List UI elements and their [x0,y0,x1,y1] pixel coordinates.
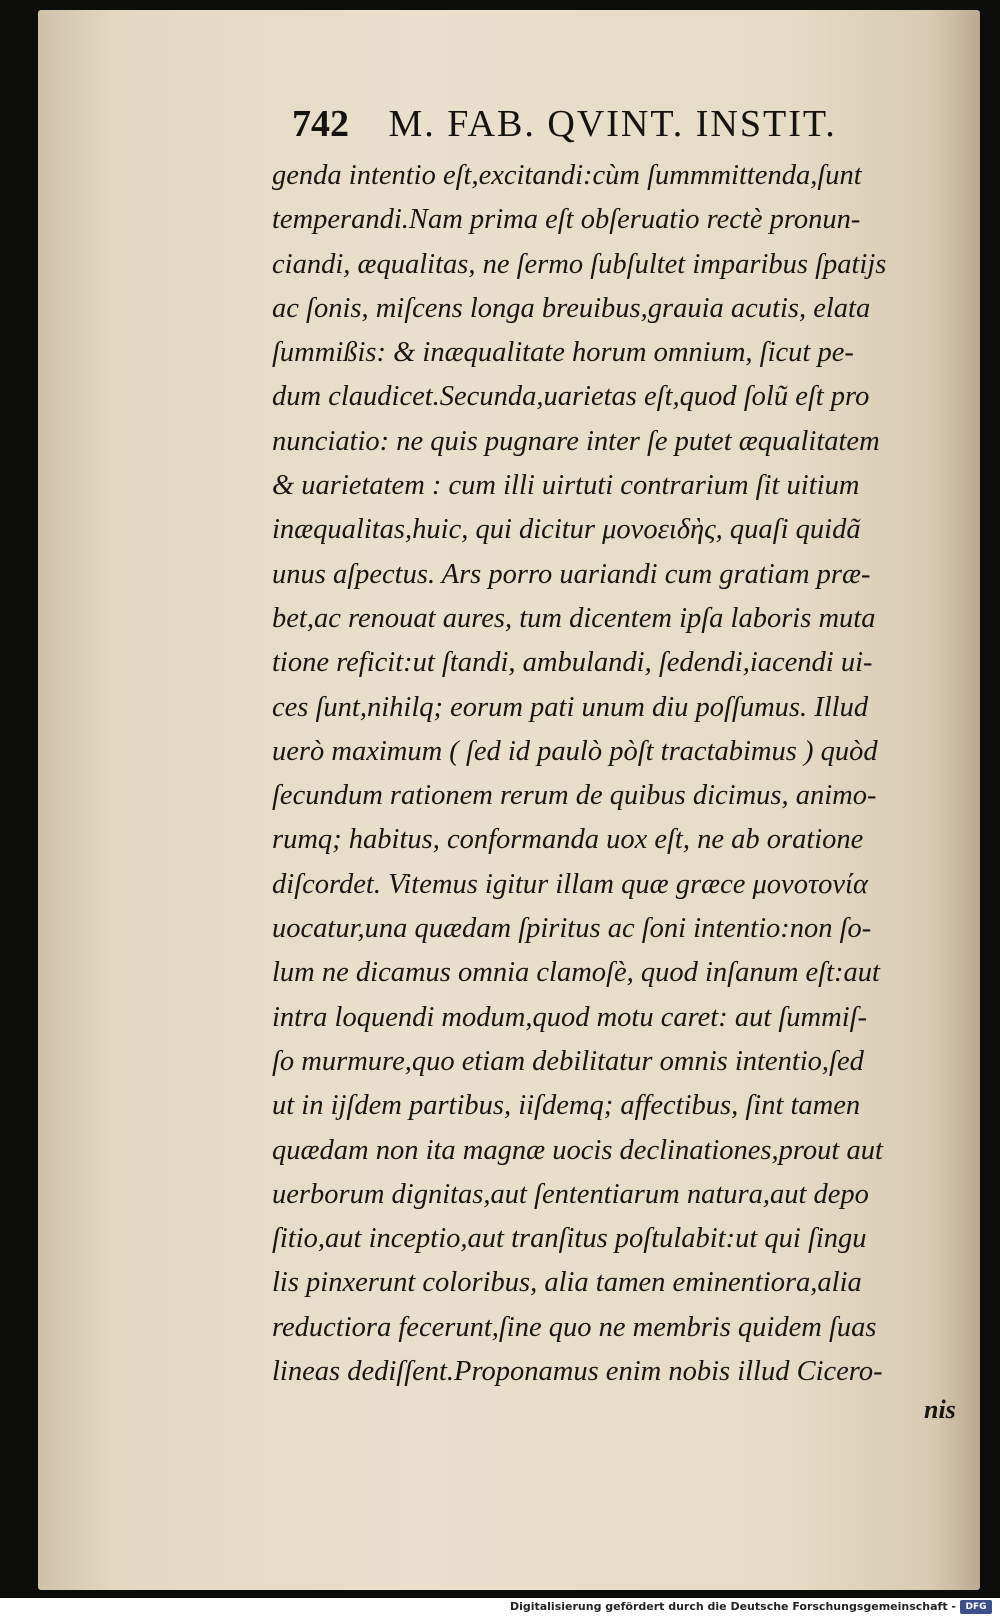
text-line: ſummißis: & inæqualitate horum omnium, ſicut pe- [272,337,854,369]
text-line: tione reficit:ut ſtandi, ambulandi, ſedendi,iacendi ui- [272,647,873,679]
text-line: lum ne dicamus omnia clamoſè, quod inſanum eſt:aut [272,957,880,989]
text-line: ciandi, æqualitas, ne ſermo ſubſultet imparibus ſpatijs [272,248,887,280]
text-line: ces ſunt,nihilq; eorum pati unum diu poſſumus. Illud [272,691,869,723]
text-line: uerò maximum ( ſed id paulò pòſt tractabimus ) quòd [272,735,878,767]
text-line: ac ſonis, miſcens longa breuibus,grauia acutis, elata [272,292,871,324]
text-line: lis pinxerunt coloribus, alia tamen eminentiora,alia [272,1267,862,1299]
footer-bar [0,1598,1000,1618]
text-line: uerborum dignitas,aut ſententiarum natura,aut depo [272,1178,869,1210]
text-line: unus aſpectus. Ars porro uariandi cum gratiam præ- [272,558,871,590]
text-line: bet,ac renouat aures, tum dicentem ipſa laboris muta [272,602,876,634]
text-line: intra loquendi modum,quod motu caret: aut ſummiſ- [272,1001,868,1033]
text-line: ſitio,aut inceptio,aut tranſitus poſtulabit:ut qui ſingu [272,1223,867,1255]
text-line: reductiora fecerunt,ſine quo ne membris quidem ſuas [272,1311,877,1343]
catchword: nis [924,1395,956,1424]
text-line: ſo murmure,quo etiam debilitatur omnis intentio,ſed [272,1045,864,1077]
text-line: & uarietatem : cum illi uirtuti contrarium ſit uitium [272,470,860,502]
text-line: genda intentio eſt,excitandi:cùm ſummmittenda,ſunt [272,160,862,191]
text-line: quædam non ita magnæ uocis declinationes,prout aut [272,1134,883,1166]
text-line: rumq; habitus, conformanda uox eſt, ne ab oratione [272,824,864,856]
text-line: diſcordet. Vitemus igitur illam quæ græce μονοτονία [272,868,868,900]
text-line: ut in ijſdem partibus, iiſdemq; affectibus, ſint tamen [272,1090,861,1122]
text-line: inæqualitas,huic, qui dicitur μονοειδὴς, quaſi quidã [272,514,861,546]
dfg-logo: DFG [960,1600,992,1614]
body-text [272,154,962,1394]
text-line: uocatur,una quædam ſpiritus ac ſoni intentio:non ſo- [272,913,872,945]
running-head [292,102,837,146]
text-line: temperandi.Nam prima eſt obſeruatio rectè pronun- [272,204,861,236]
text-line: dum claudicet.Secunda,uarietas eſt,quod ſolũ eſt pro [272,381,870,413]
running-title: M. FAB. QVINT. INSTIT. [388,103,837,145]
funding-credit: Digitalisierung gefördert durch die Deutsche Forschungsgemeinschaft - [509,1600,956,1613]
text-line: ſecundum rationem rerum de quibus dicimus, animo- [272,780,877,812]
text-line: lineas dediſſent.Proponamus enim nobis illud Cicero- [272,1356,883,1388]
text-line: nunciatio: ne quis pugnare inter ſe putet æqualitatem [272,425,880,457]
page-number: 742 [292,103,349,145]
